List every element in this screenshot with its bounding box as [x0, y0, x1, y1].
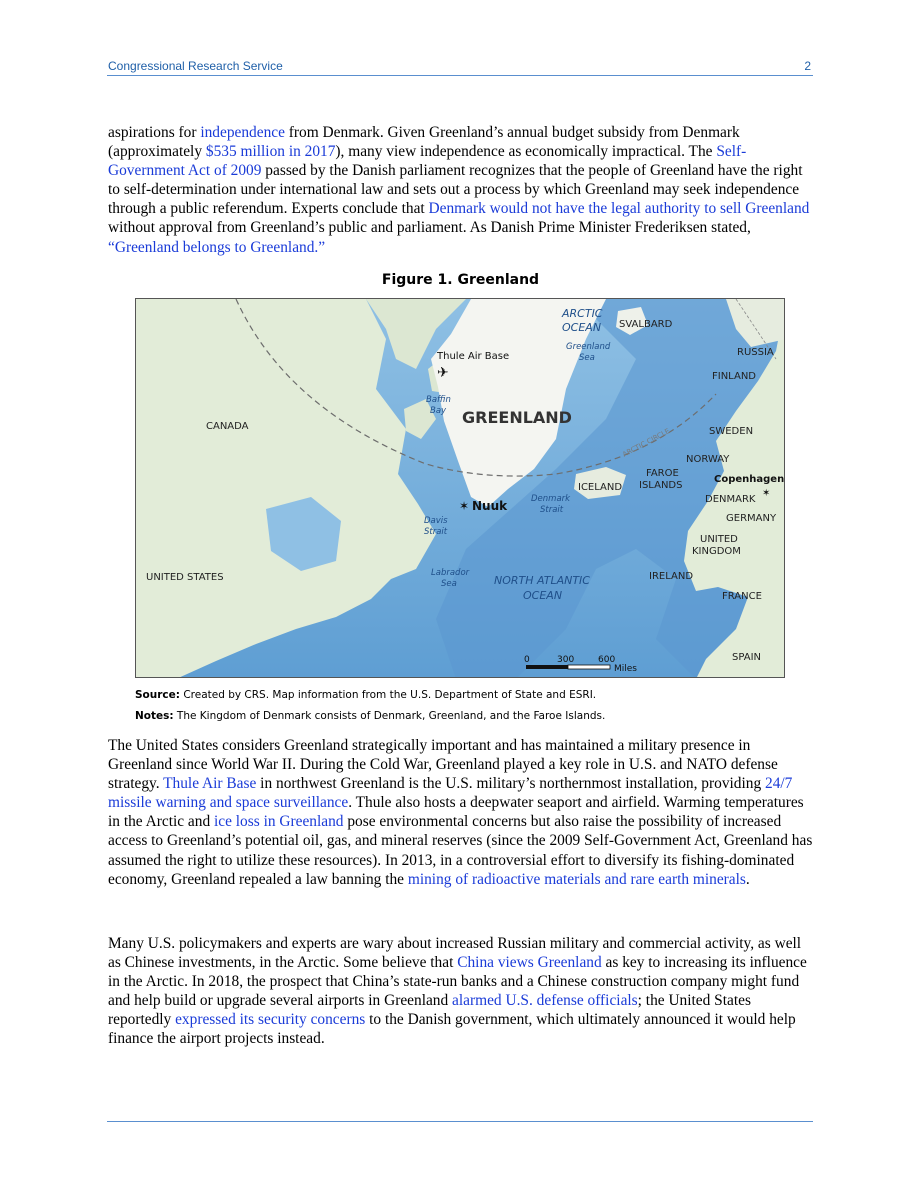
paragraph-strategic-importance: The United States considers Greenland strategically important and has maintained a military presence in Greenland since World War II. During the Cold War, Greenland played a key role in U.S. and NATO defense strategy. Thule Air Base in northwest Greenland is the U.S. military’s northernmost installation, providing 24/7 missile warning and space surveillance. Thule also hosts a deepwater seaport and airfield. Warming temperatures in the Arctic and ice loss in Greenland pose environmental concerns but also raise the possibility of increased access to Greenland’s potential oil, gas, and mineral reserves (since the 2009 Self-Government Act, Greenland has assumed the right to utilize these resources). In 2013, in a controversial effort to diversify its fishing-dominated economy, Greenland repealed a law banning the mining of radioactive materials and rare earth minerals. [108, 737, 813, 888]
label-baffin-bay-1: Baffin [426, 395, 451, 405]
label-spain: SPAIN [732, 652, 762, 663]
link-missile-warning[interactable]: 24/7 missile warning and space surveillance [108, 775, 793, 812]
label-north-atlantic-2: OCEAN [523, 589, 563, 602]
label-denmark-strait-1: Denmark [531, 494, 571, 504]
link-greenland-belongs[interactable]: “Greenland belongs to Greenland.” [108, 238, 326, 256]
airplane-icon: ✈ [437, 365, 449, 381]
label-iceland: ICELAND [578, 482, 623, 493]
scale-300: 300 [557, 655, 575, 665]
paragraph-independence: aspirations for independence from Denmark. Given Greenland’s annual budget subsidy from Denmark (approximately $535 million in 2017), many view independence as economically impractical. The Self-Government Act of 2009 passed by the Danish parliament recognizes that the people of Greenland have the right to self-determination under international law and sets out a process by which Greenland may seek independence through a public referendum. Experts conclude that Denmark would not have the legal authority to sell Greenland without approval from Greenland’s public and parliament. As Danish Prime Minister Frederiksen stated, “Greenland belongs to Greenland.” [108, 124, 810, 256]
label-france: FRANCE [722, 591, 762, 602]
label-denmark-strait-2: Strait [540, 505, 564, 515]
scale-0: 0 [524, 655, 530, 665]
svg-text:OCEAN [562, 321, 601, 334]
label-arctic-ocean-2: OCEAN [562, 321, 602, 334]
header-rule [107, 75, 813, 76]
label-united-states: UNITED STATES [146, 572, 224, 583]
link-budget-subsidy[interactable]: $535 million in 2017 [205, 143, 336, 161]
label-sweden: SWEDEN [709, 426, 754, 437]
label-denmark: DENMARK [705, 494, 756, 505]
link-ice-loss[interactable]: ice loss in Greenland [214, 813, 344, 831]
page-number: 2 [804, 59, 811, 73]
label-svalbard: SVALBARD [619, 319, 673, 330]
label-greenland-sea-2: Sea [579, 353, 595, 363]
label-baffin-bay-2: Bay [430, 406, 447, 416]
label-germany: GERMANY [726, 513, 777, 524]
scale-600: 600 [598, 655, 616, 665]
link-security-concerns[interactable]: expressed its security concerns [175, 1011, 366, 1029]
label-norway: NORWAY [686, 454, 730, 465]
figure-title: Figure 1. Greenland [381, 272, 540, 288]
label-canada: CANADA [206, 421, 249, 432]
header-org: Congressional Research Service [108, 59, 283, 73]
figure-notes: Notes: The Kingdom of Denmark consists of Denmark, Greenland, and the Faroe Islands. [135, 710, 606, 722]
label-faroe-2: ISLANDS [639, 480, 683, 491]
svg-text:ARCTIC [561, 307, 603, 320]
link-thule-air-base[interactable]: Thule Air Base [163, 775, 257, 793]
label-north-atlantic-1: NORTH ATLANTIC [494, 574, 590, 587]
label-davis-strait-1: Davis [424, 516, 448, 526]
nuuk-star-icon: ✶ [459, 499, 470, 513]
label-arctic-ocean-1: ARCTIC [562, 307, 603, 320]
label-uk-2: KINGDOM [692, 546, 741, 557]
paragraph-russia-china: Many U.S. policymakers and experts are wary about increased Russian military and commercial activity, as well as Chinese investments, in the Arctic. Some believe that China views Greenland as key to increasing its influence in the Arctic. In 2018, the prospect that China’s state-run banks and a Chinese construction company might fund and help build or upgrade several airports in Greenland alarmed U.S. defense officials; the United States reportedly expressed its security concerns to the Danish government, which ultimately announced it would help finance the airport projects instead. [108, 935, 807, 1048]
link-legal-authority[interactable]: Denmark would not have the legal authority to sell Greenland [428, 200, 810, 218]
label-greenland-sea-1: Greenland [566, 342, 611, 352]
label-labrador-sea-1: Labrador [431, 568, 470, 578]
copenhagen-star-icon: ✶ [762, 488, 771, 499]
link-mining-radioactive[interactable]: mining of radioactive materials and rare earth minerals [407, 870, 746, 888]
label-uk-1: UNITED [700, 534, 738, 545]
page-header [107, 58, 813, 76]
label-davis-strait-2: Strait [424, 527, 448, 537]
label-faroe-1: FAROE [646, 468, 679, 479]
greenland-map [135, 298, 785, 678]
label-labrador-sea-2: Sea [441, 579, 457, 589]
link-china-views-greenland[interactable]: China views Greenland [457, 954, 602, 972]
link-self-government-act[interactable]: Self-Government Act of 2009 [108, 143, 747, 180]
link-alarmed-defense-officials[interactable]: alarmed U.S. defense officials [452, 992, 638, 1010]
footer-rule [107, 1121, 813, 1122]
label-russia: RUSSIA [737, 347, 774, 358]
scale-miles: Miles [614, 664, 637, 674]
label-copenhagen: Copenhagen [714, 474, 785, 485]
label-greenland: GREENLAND [462, 408, 572, 427]
label-thule-air-base: Thule Air Base [437, 351, 510, 362]
label-ireland: IRELAND [649, 571, 694, 582]
figure-source: Source: Created by CRS. Map information from the U.S. Department of State and ESRI. [135, 689, 597, 701]
link-independence[interactable]: independence [200, 124, 285, 141]
label-arctic-circle: ARCTIC CIRCLE [621, 427, 672, 459]
label-finland: FINLAND [712, 371, 757, 382]
label-nuuk: Nuuk [472, 499, 508, 513]
